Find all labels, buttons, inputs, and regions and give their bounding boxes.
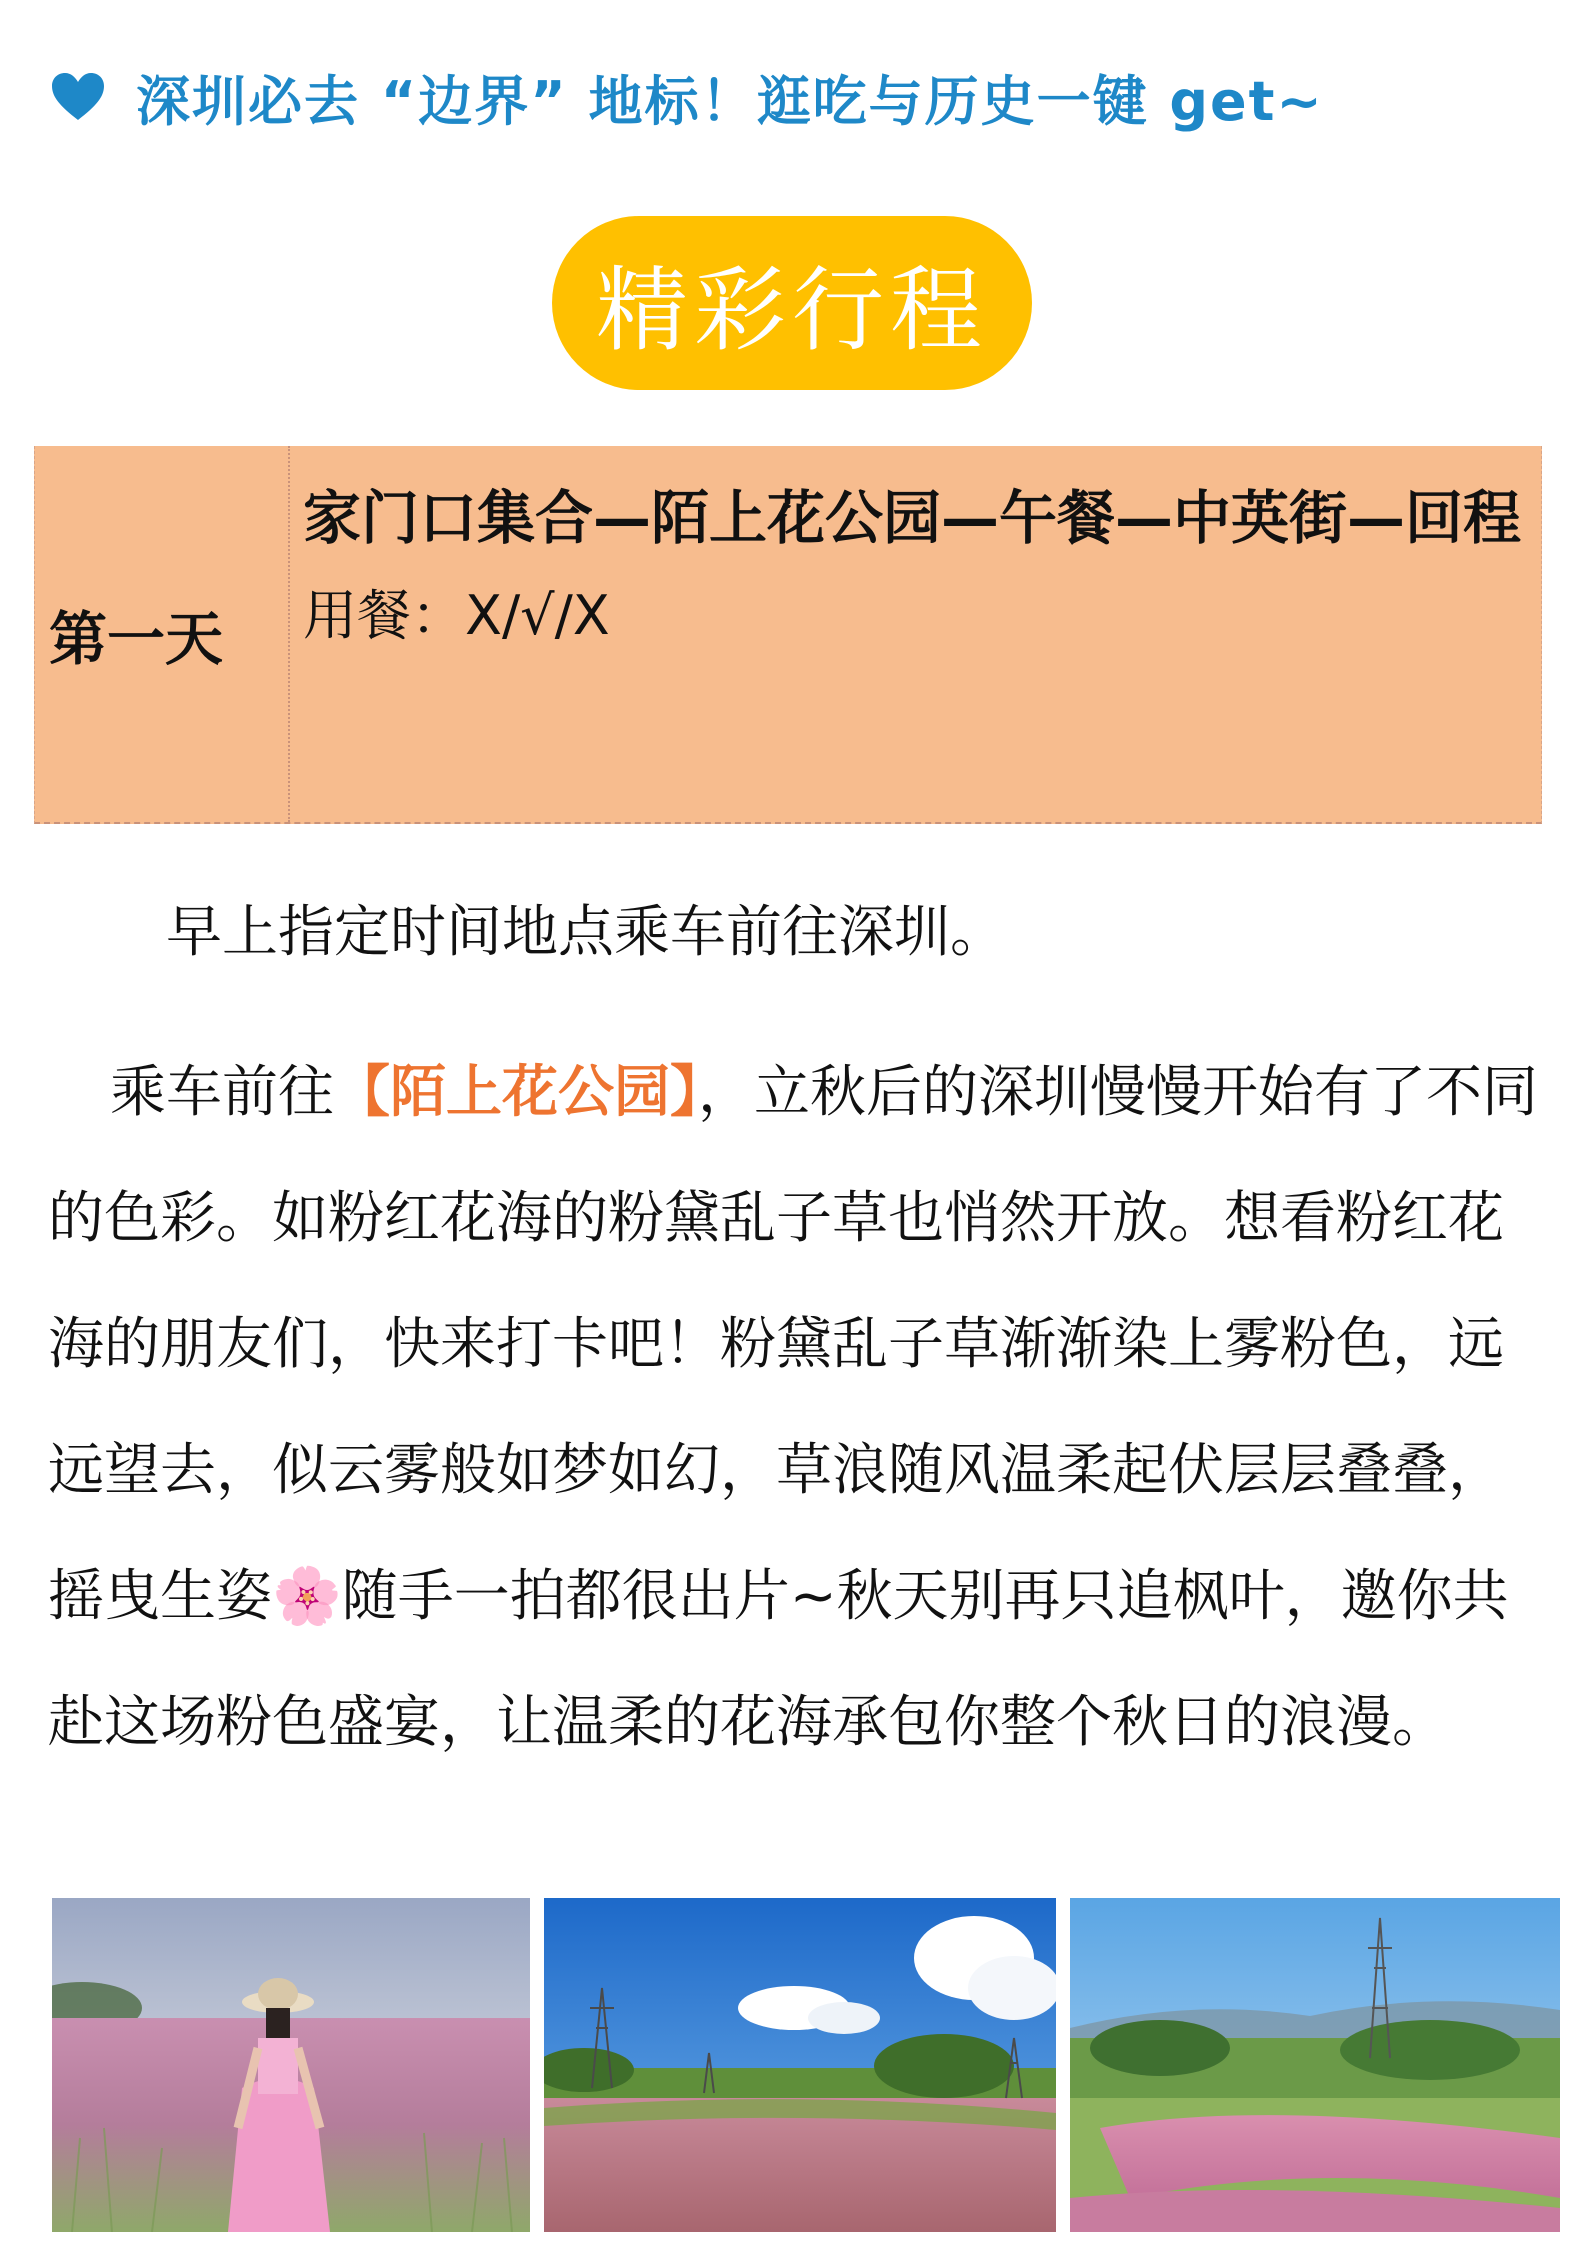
day-content — [303, 476, 1523, 652]
intro-paragraph: 早上指定时间地点乘车前往深圳。 — [166, 900, 1006, 965]
description-lead: 乘车前往 — [110, 1060, 334, 1125]
section-pill-label: 精彩行程 — [595, 257, 988, 364]
route-text: 家门口集合—陌上花公园—午餐—中英街—回程 — [303, 484, 1522, 552]
itinerary-table — [34, 446, 1542, 824]
section-pill — [552, 216, 1032, 390]
photo-strip — [52, 1898, 1560, 2232]
day-label: 第一天 — [35, 446, 290, 822]
meal-text: 用餐：X/√/X — [303, 584, 610, 647]
description-paragraph — [48, 1030, 1548, 1786]
photo-woman-in-pink-grass — [52, 1898, 530, 2232]
park-name-highlight: 【陌上花公园】 — [334, 1060, 698, 1125]
page-headline — [50, 52, 1324, 142]
photo-pink-grass-meadow-landscape — [1070, 1898, 1560, 2232]
photo-pink-grass-field-with-pylons — [544, 1898, 1056, 2232]
heart-icon — [50, 72, 106, 122]
headline-text: 深圳必去 “边界” 地标！逛吃与历史一键 get~ — [136, 69, 1324, 133]
description-body: ，立秋后的深圳慢慢开始有了不同的色彩。如粉红花海的粉黛乱子草也悄然开放。想看粉红花海的朋友们，快来打卡吧！粉黛乱子草渐渐染上雾粉色，远远望去，似云雾般如梦如幻，草浪随风温柔起伏层层叠叠，摇曳生姿🌸随手一拍都很出片~秋天别再只追枫叶，邀你共赴这场粉色盛宴，让温柔的花海承包你整个秋日的浪漫。 — [48, 1060, 1538, 1755]
